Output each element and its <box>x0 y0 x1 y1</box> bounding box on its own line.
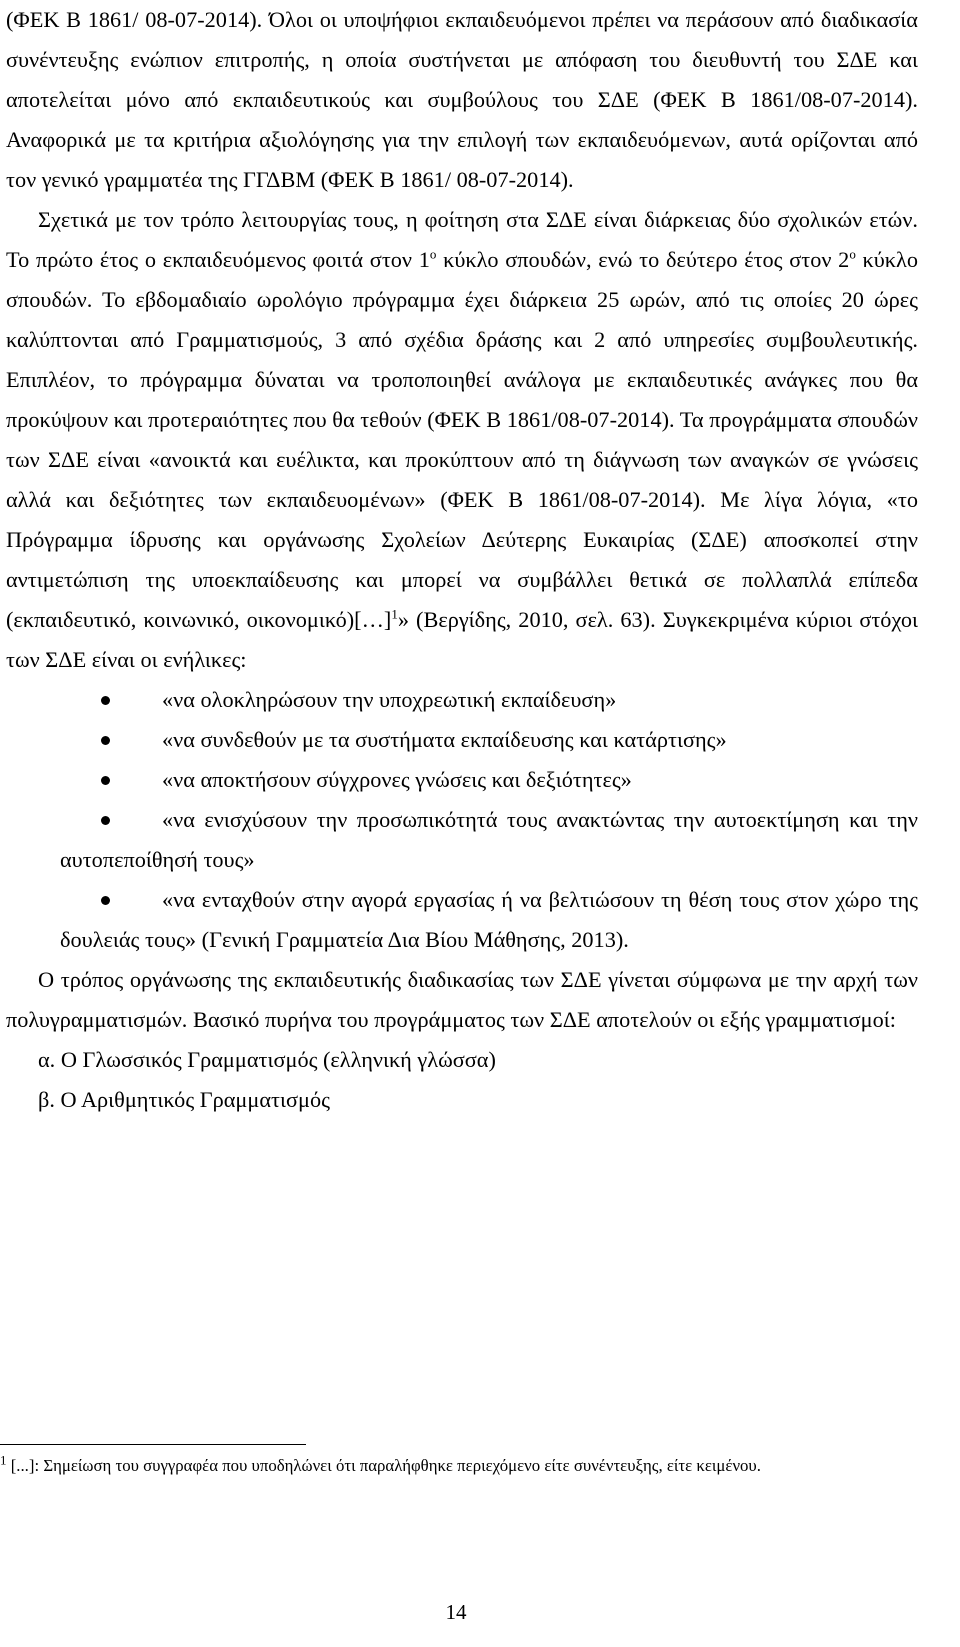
footnote-reference: 1 <box>391 606 398 622</box>
bullet-text: «να αποκτήσουν σύγχρονες γνώσεις και δεξιότητες» <box>162 767 632 792</box>
bullet-item <box>6 680 918 720</box>
bullet-item <box>6 800 918 880</box>
ordinal-superscript-1: ο <box>429 246 437 262</box>
page-number: 14 <box>445 1600 467 1624</box>
footnote-text: [...]: Σημείωση του συγγραφέα που υποδηλώνει ότι παραλήφθηκε περιεχόμενο είτε συνέντευξης, είτε κειμένου. <box>6 1456 761 1475</box>
ordinal-superscript-2: ο <box>849 246 856 262</box>
paragraph-2-part-c: κύκλο σπουδών. Το εβδομαδιαίο ωρολόγιο πρόγραμμα έχει διάρκεια 25 ωρών, από τις οποίες 20 ώρες καλύπτονται από Γραμματισμούς, 3 από σχέδια δράσης και 2 από υπηρεσίες συμβουλευτικής. Επιπλέον, το πρόγραμμα δύναται να τροποποιηθεί ανάλογα με εκπαιδευτικές ανάγκες που θα προκύψουν και προτεραιότητες που θα τεθούν (ΦΕΚ Β 1861/08-07-2014). Τα προγράμματα σπουδών των ΣΔΕ είναι «ανοικτά και ευέλικτα, και προκύπτουν από τη διάγνωση των αναγκών σε γνώσεις αλλά και δεξιότητες των εκπαιδευομένων» (ΦΕΚ Β 1861/08-07-2014). Με λίγα λόγια, «το Πρόγραμμα ίδρυσης και οργάνωσης Σχολείων Δεύτερης Ευκαιρίας (ΣΔΕ) αποσκοπεί στην αντιμετώπιση της υποεκπαίδευσης και μπορεί να συμβάλλει θετικά σε πολλαπλά επίπεδα (εκπαιδευτικό, κοινωνικό, οικονομικό)[…] <box>6 247 919 632</box>
bullet-item <box>6 720 918 760</box>
goals-bullet-list <box>6 680 918 960</box>
paragraph-2-part-a: Σχετικά με τον τρόπο λειτουργίας τους, η φοίτηση στα ΣΔΕ είναι διάρκειας δύο σχολικών ετών. Το πρώτο έτος ο εκπαιδευόμενος φοιτά στον 1 <box>6 207 918 272</box>
bullet-icon <box>101 816 110 825</box>
footnote-marker: 1 <box>0 1452 7 1468</box>
paragraph-2 <box>6 200 918 680</box>
bullet-icon <box>101 696 110 705</box>
enumerated-item-a: α. Ο Γλωσσικός Γραμματισμός (ελληνική γλώσσα) <box>38 1047 496 1072</box>
paragraph-2-part-b: κύκλο σπουδών, ενώ το δεύτερο έτος στον 2 <box>436 247 850 272</box>
bullet-icon <box>101 736 110 745</box>
bullet-item <box>6 760 918 800</box>
bullet-text: «να ενταχθούν στην αγορά εργασίας ή να βελτιώσουν τη θέση τους στον χώρο της δουλειάς τους» (Γενική Γραμματεία Δια Βίου Μάθησης, 2013). <box>60 887 918 952</box>
paragraph-2-part-d: » (Βεργίδης, 2010, σελ. 63). Συγκεκριμένα κύριοι στόχοι των ΣΔΕ είναι οι ενήλικες: <box>6 607 919 672</box>
document-page <box>6 0 918 1120</box>
footnote <box>0 1452 912 1480</box>
footnote-separator <box>0 1444 306 1445</box>
bullet-text: «να ενισχύσουν την προσωπικότητά τους ανακτώντας την αυτοεκτίμηση και την αυτοπεποίθησή τους» <box>60 807 918 872</box>
bullet-icon <box>101 896 110 905</box>
bullet-text: «να συνδεθούν με τα συστήματα εκπαίδευσης και κατάρτισης» <box>162 727 727 752</box>
paragraph-3: Ο τρόπος οργάνωσης της εκπαιδευτικής διαδικασίας των ΣΔΕ γίνεται σύμφωνα με την αρχή των πολυγραμματισμών. Βασικό πυρήνα του προγράμματος των ΣΔΕ αποτελούν οι εξής γραμματισμοί: <box>6 967 918 1032</box>
enumerated-item-b: β. Ο Αριθμητικός Γραμματισμός <box>38 1087 330 1112</box>
bullet-item <box>6 880 918 960</box>
bullet-text: «να ολοκληρώσουν την υποχρεωτική εκπαίδευση» <box>162 687 617 712</box>
bullet-icon <box>101 776 110 785</box>
paragraph-1: (ΦΕΚ Β 1861/ 08-07-2014). Όλοι οι υποψήφιοι εκπαιδευόμενοι πρέπει να περάσουν από διαδικασία συνέντευξης ενώπιον επιτροπής, η οποία συστήνεται με απόφαση του διευθυντή του ΣΔΕ και αποτελείται μόνο από εκπαιδευτικούς και συμβούλους του ΣΔΕ (ΦΕΚ Β 1861/08-07-2014). Αναφορικά με τα κριτήρια αξιολόγησης για την επιλογή των εκπαιδευόμενων, αυτά ορίζονται από τον γενικό γραμματέα της ΓΓΔΒΜ (ΦΕΚ Β 1861/ 08-07-2014). <box>6 7 918 192</box>
